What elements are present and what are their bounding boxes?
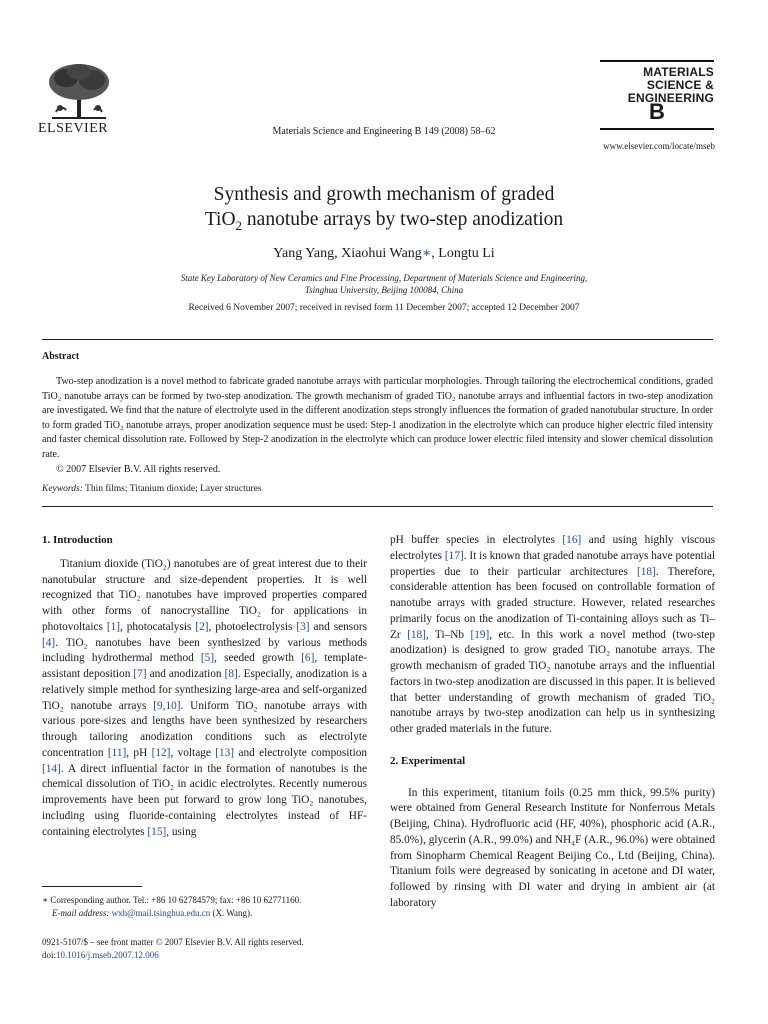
citation-link[interactable]: [1] — [106, 620, 120, 633]
journal-logo-line: ENGINEERING — [627, 91, 714, 105]
journal-citation: Materials Science and Engineering B 149 (2008) 58–62 — [272, 126, 496, 137]
doi-line — [42, 949, 304, 962]
front-matter — [42, 936, 304, 962]
citation-link[interactable]: [3] — [296, 620, 310, 633]
citation-link[interactable]: [9,10] — [153, 699, 181, 712]
citation-link[interactable]: [14] — [42, 762, 61, 775]
keywords-list: Thin films; Titanium dioxide; Layer structures — [82, 484, 262, 494]
journal-logo-letter: B — [649, 99, 665, 124]
intro-paragraph-continued: pH buffer species in electrolytes [16] and using highly viscous electrolytes [17]. It is known that graded nanotube arrays have potential properties due to their particular architectures [18]. Therefore, considerable attention has been focused on controllable formation of nanotube arrays with graded structure. However, related researches primarily focus on the anodization of Ti-containing alloys such as Ti–Zr [18], Ti–Nb [19], etc. In this work a novel method (two-step anodization) is designed to grow graded TiO₂ nanotube arrays. The growth mechanism of graded TiO₂ nanotube arrays and the influential factors in two-step anodization are discussed in this paper. It is believed that better understanding of growth mechanism of graded TiO₂ nanotube arrays by two-step anodization can help us in synthesizing other graded materials in the future. — [390, 534, 715, 735]
abstract-body — [42, 375, 713, 477]
column-right — [390, 533, 715, 912]
affiliation-line: State Key Laboratory of New Ceramics and Fine Processing, Department of Materials Science and Engineering, — [180, 273, 588, 283]
title-line-2 — [0, 207, 768, 238]
corresponding-author-note: ∗ Corresponding author. Tel.: +86 10 62784579; fax: +86 10 62771160. — [42, 895, 302, 905]
footnote — [42, 894, 372, 920]
citation-link[interactable]: [15] — [147, 825, 167, 838]
abstract-text: Two-step anodization is a novel method to fabricate graded nanotube arrays with particular morphologies. Through tailoring the electrochemical conditions, graded TiO₂ nanotube arrays can be formed by two-step anodization. The growth mechanism of graded TiO₂ nanotube arrays and influential factors in two-step anodization are investigated. We find that the nature of electrolyte used in the different anodization steps strongly influences the formation of graded nanotubular structure. In order to form graded TiO₂ nanotube arrays, proper anodization sequence must be used: Step-1 anodization in the electrolyte which can produce higher electric filed intensity and faster chemical dissolution rate. Followed by Step-2 anodization in the electrolyte which can produce lower electric filed intensity and slower chemical dissolution rate. — [42, 376, 713, 460]
corresponding-author-mark[interactable]: ∗ — [421, 246, 432, 261]
authors — [0, 245, 768, 262]
issn-line: 0921-5107/$ – see front matter © 2007 Elsevier B.V. All rights reserved. — [42, 937, 304, 947]
journal-logo-line: MATERIALS — [643, 65, 714, 79]
section-heading-experimental: 2. Experimental — [390, 754, 466, 767]
citation-link[interactable]: [11] — [107, 746, 127, 759]
experimental-paragraph: In this experiment, titanium foils (0.25 mm thick, 99.5% purity) were obtained from General Research Institute for Nonferrous Metals (Beijing, China). Hydrofluoric acid (HF, 40%), phosphoric acid (A.R., 85.0%), glycerin (A.R., 99.0%) and NH₄F (A.R., 96.0%) were obtained from Sinopharm Chemical Reagent Beijing Co., Ltd (Beijing, China). Titanium foils were degreased by sonicating in acetone and DI water, followed by rinsing with DI water and drying in ambient air (at laboratory — [390, 786, 715, 909]
column-left — [42, 533, 367, 840]
email-tail: (X. Wang). — [210, 908, 253, 918]
email-label: E-mail address: — [52, 908, 112, 918]
intro-paragraph: Titanium dioxide (TiO₂) nanotubes are of great interest due to their nanotubular structure and size-dependent properties. It is well recognized that TiO₂ nanotubes have improved properties compared with other forms of nanocrystalline TiO₂ for applications in photovoltaics [1], photocatalysis [2], photoelectrolysis [3] and sensors [4]. TiO₂ nanotubes have been synthesized by various methods including hydrothermal method [5], seeded growth [6], template-assistant deposition [7] and anodization [8]. Especially, anodization is a relatively simple method for synthesizing large-area and self-organized TiO₂ nanotube arrays [9,10]. Uniform TiO₂ nanotube arrays with various pore-sizes and lengths have been synthesized by researchers through tailoring anodization conditions such as electrolyte concentration [11], pH [12], voltage [13] and electrolyte composition [14]. A direct influential factor in the formation of nanotubes is the chemical dissolution of TiO₂ in acidic electrolytes. Recently numerous improvements have been put forward to grow long TiO₂ nanotubes, including using fluoride-containing electrolytes instead of HF-containing electrolytes [15], using — [42, 557, 368, 838]
journal-logo-rule-bottom — [600, 128, 714, 130]
title-rest: nanotube arrays by two-step anodization — [242, 209, 564, 230]
abstract-copyright: © 2007 Elsevier B.V. All rights reserved. — [56, 463, 221, 475]
elsevier-tree-logo — [38, 60, 120, 122]
citation-link[interactable]: [6] — [301, 652, 315, 665]
citation-link[interactable]: [4] — [42, 636, 56, 649]
email-link[interactable]: wxh@mail.tsinghua.edu.cn — [111, 908, 211, 918]
section-heading-introduction: 1. Introduction — [42, 534, 113, 546]
abstract-heading: Abstract — [42, 351, 80, 362]
article-title — [0, 182, 768, 238]
abstract-bottom-rule — [42, 506, 713, 507]
doi-link[interactable]: 10.1016/j.mseb.2007.12.006 — [56, 950, 159, 960]
citation-link[interactable]: [18] — [637, 565, 656, 578]
title-subscript: 2 — [235, 217, 243, 233]
citation-link[interactable]: [8] — [224, 668, 238, 680]
affiliation-line: Tsinghua University, Beijing 100084, China — [304, 285, 464, 295]
citation-link[interactable]: [18] — [407, 628, 426, 641]
citation-link[interactable]: [16] — [562, 534, 582, 546]
keywords — [42, 484, 262, 494]
author-names-tail: , Longtu Li — [431, 246, 495, 261]
title-tio: TiO — [204, 209, 236, 230]
doi-label: doi: — [42, 950, 57, 960]
citation-link[interactable]: [19] — [470, 628, 490, 641]
citation-link[interactable]: [12] — [151, 746, 171, 759]
journal-logo-line: SCIENCE & — [646, 78, 714, 92]
citation-link[interactable]: [2] — [195, 620, 209, 633]
citation-link[interactable]: [5] — [200, 652, 215, 665]
journal-url-link[interactable]: www.elsevier.com/locate/mseb — [603, 141, 715, 151]
abstract-top-rule — [42, 339, 713, 340]
citation-link[interactable]: [7] — [133, 668, 147, 680]
citation-link[interactable]: [17] — [444, 549, 464, 562]
keywords-label: Keywords: — [42, 484, 83, 494]
journal-logo-rule-top — [600, 60, 714, 62]
author-names: Yang Yang, Xiaohui Wang — [273, 246, 422, 261]
received-dates: Received 6 November 2007; received in revised form 11 December 2007; accepted 12 December 2007 — [188, 303, 580, 313]
affiliation — [0, 272, 768, 296]
footnote-rule — [42, 886, 142, 887]
citation-link[interactable]: [13] — [215, 746, 235, 759]
publisher-name: ELSEVIER — [38, 121, 109, 136]
title-line-1: Synthesis and growth mechanism of graded — [213, 184, 555, 205]
email-line — [42, 907, 372, 920]
